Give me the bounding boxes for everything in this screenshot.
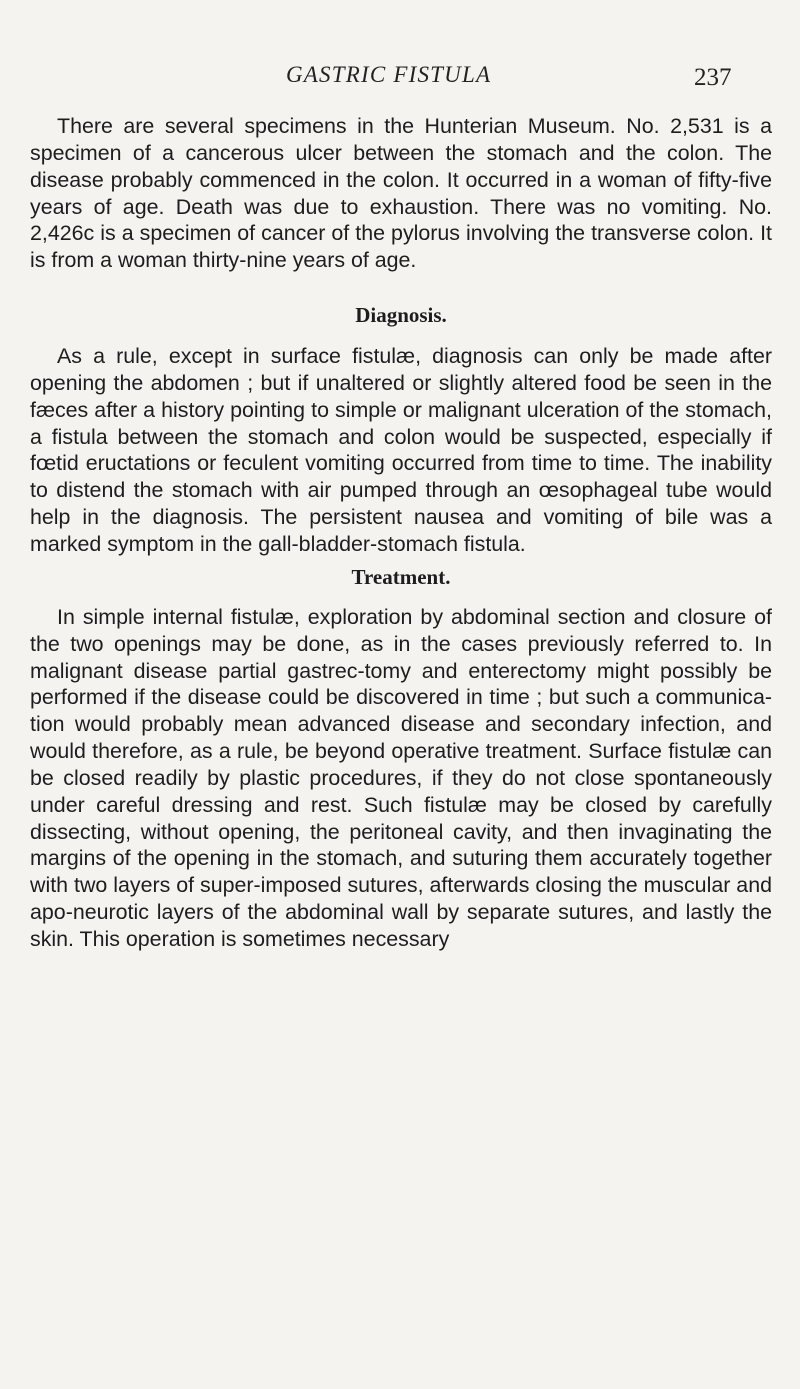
running-title: GASTRIC FISTULA: [286, 62, 492, 87]
diagnosis-heading: Diagnosis.: [355, 303, 447, 328]
intro-paragraph: There are several specimens in the Hunterian Museum. No. 2,531 is a specimen of a cancerous ulcer between the stomach and the colon. The disease probably commenced in the colon. It occurred in a woman of fifty-five years of age. Death was due to exhaustion. There was no vomiting. No. 2,426c is a specimen of cancer of the pylorus involving the transverse colon. It is from a woman thirty-nine years of age.: [30, 114, 772, 273]
treatment-heading: Treatment.: [351, 564, 451, 589]
page-number: 237: [694, 64, 732, 91]
diagnosis-paragraph: As a rule, except in surface fistulæ, diagnosis can only be made after opening the abdomen ; but if unaltered or slightly altered food be seen in the fæces after a history pointing to simple or malignant ulceration of the stomach, a fistula between the stomach and colon would be suspected, especially if fœtid eructations or feculent vomiting occurred from time to time. The inability to distend the stomach with air pumped through an œsophageal tube would help in the diagnosis. The persistent nausea and vomiting of bile was a marked symptom in the gall-bladder-stomach fistula.: [30, 344, 772, 556]
body-text: [30, 113, 772, 953]
running-head: [0, 62, 800, 96]
treatment-paragraph: In simple internal fistulæ, exploration by abdominal section and closure of the two openings may be done, as in the cases previously referred to. In malignant disease partial gastrec-tomy and enterectomy might possibly be performed if the disease could be discovered in time ; but such a communica-tion would probably mean advanced disease and secondary infection, and would therefore, as a rule, be beyond operative treatment. Surface fistulæ can be closed readily by plastic procedures, if they do not close spontaneously under careful dressing and rest. Such fistulæ may be closed by carefully dissecting, without opening, the peritoneal cavity, and then invaginating the margins of the opening in the stomach, and suturing them accurately together with two layers of super-imposed sutures, afterwards closing the muscular and apo-neurotic layers of the abdominal wall by separate sutures, and lastly the skin. This operation is sometimes necessary: [30, 604, 772, 951]
